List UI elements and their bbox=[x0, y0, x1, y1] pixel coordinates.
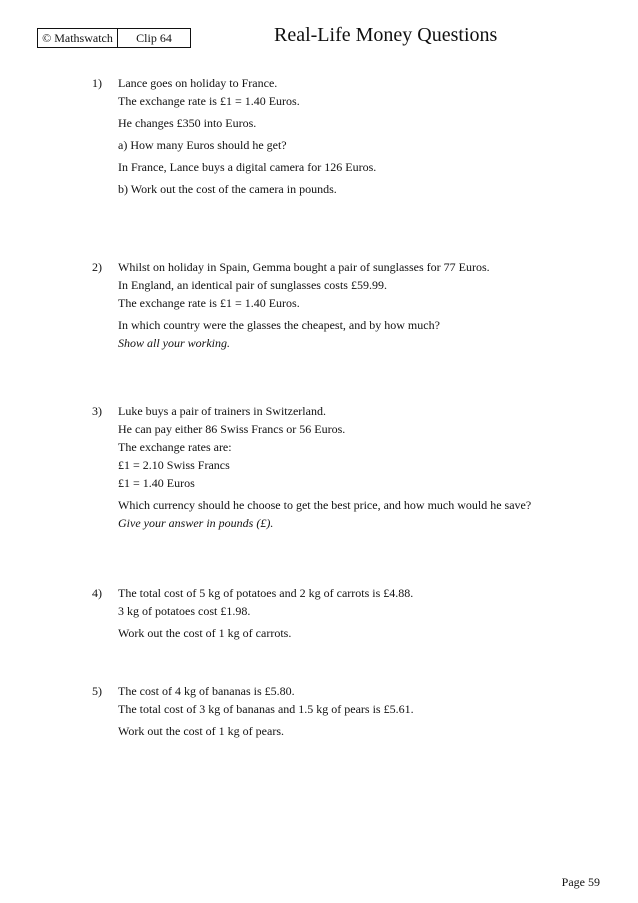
question-line: He changes £350 into Euros. bbox=[118, 116, 257, 130]
question-line: The exchange rates are: bbox=[118, 440, 232, 454]
question-line: £1 = 2.10 Swiss Francs bbox=[118, 458, 230, 472]
question-line: Work out the cost of 1 kg of pears. bbox=[118, 724, 284, 738]
question-instruction: Give your answer in pounds (£). bbox=[118, 516, 274, 530]
question-line: In England, an identical pair of sunglasses costs £59.99. bbox=[118, 278, 387, 292]
question-line: The total cost of 5 kg of potatoes and 2 kg of carrots is £4.88. bbox=[118, 586, 414, 600]
header-box bbox=[37, 28, 191, 48]
question-line: Luke buys a pair of trainers in Switzerland. bbox=[118, 404, 326, 418]
question-instruction: Show all your working. bbox=[118, 336, 231, 350]
question-line: Which currency should he choose to get the best price, and how much would he save? bbox=[118, 498, 532, 512]
question-line: £1 = 1.40 Euros bbox=[118, 476, 195, 490]
page-number: Page 59 bbox=[561, 875, 600, 889]
question-line: a) How many Euros should he get? bbox=[118, 138, 287, 152]
question-line: In which country were the glasses the cheapest, and by how much? bbox=[118, 318, 440, 332]
question-line: The exchange rate is £1 = 1.40 Euros. bbox=[118, 296, 300, 310]
question-number: 3) bbox=[92, 404, 102, 418]
page-title: Real-Life Money Questions bbox=[274, 24, 498, 46]
question-line: Whilst on holiday in Spain, Gemma bought a pair of sunglasses for 77 Euros. bbox=[118, 260, 490, 274]
question-number: 5) bbox=[92, 684, 102, 698]
question-line: Lance goes on holiday to France. bbox=[118, 76, 278, 90]
question-line: b) Work out the cost of the camera in pounds. bbox=[118, 182, 337, 196]
clip-label: Clip 64 bbox=[136, 30, 172, 45]
question-line: He can pay either 86 Swiss Francs or 56 Euros. bbox=[118, 422, 346, 436]
question-line: Work out the cost of 1 kg of carrots. bbox=[118, 626, 292, 640]
copyright-label: © Mathswatch bbox=[38, 29, 118, 47]
question-line: In France, Lance buys a digital camera for 126 Euros. bbox=[118, 160, 377, 174]
question-line: The exchange rate is £1 = 1.40 Euros. bbox=[118, 94, 300, 108]
question-number: 2) bbox=[92, 260, 102, 274]
question-line: The cost of 4 kg of bananas is £5.80. bbox=[118, 684, 295, 698]
question-number: 1) bbox=[92, 76, 102, 90]
question-line: The total cost of 3 kg of bananas and 1.5 kg of pears is £5.61. bbox=[118, 702, 414, 716]
question-number: 4) bbox=[92, 586, 102, 600]
question-line: 3 kg of potatoes cost £1.98. bbox=[118, 604, 251, 618]
